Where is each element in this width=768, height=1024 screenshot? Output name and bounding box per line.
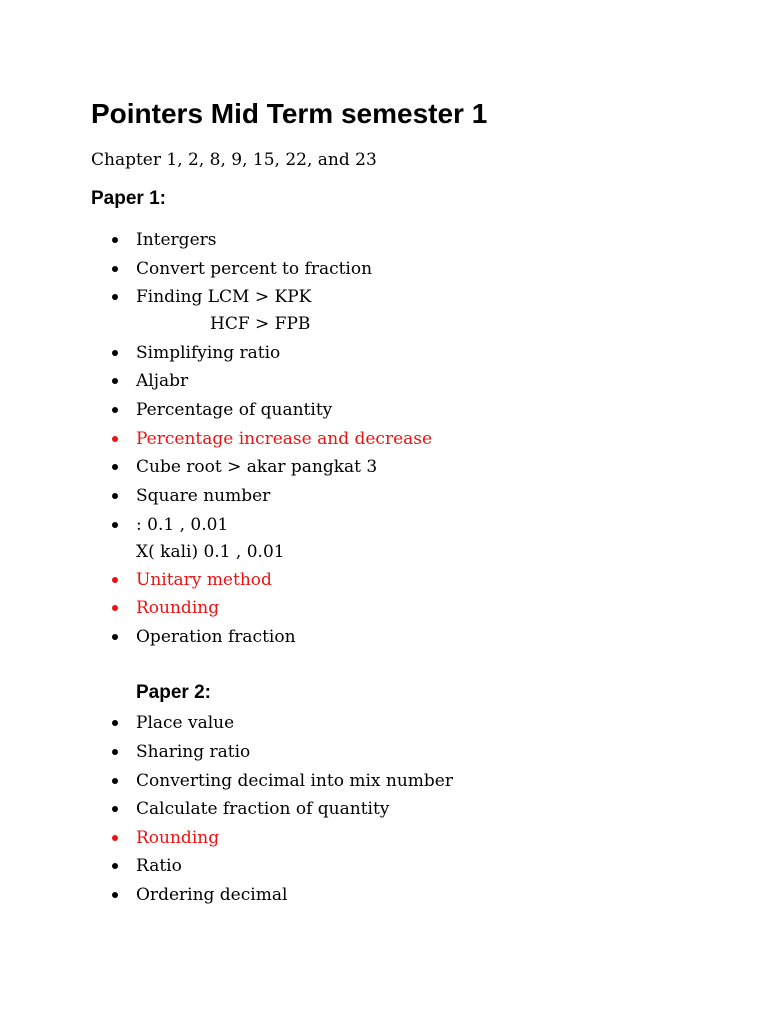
list-item-continuation: X( kali) 0.1 , 0.01	[136, 542, 285, 562]
bullet-icon	[112, 464, 118, 470]
bullet-icon	[112, 892, 118, 898]
bullet-icon	[112, 378, 118, 384]
chapter-list: Chapter 1, 2, 8, 9, 15, 22, and 23	[91, 150, 377, 170]
bullet-icon	[112, 350, 118, 356]
bullet-icon	[112, 237, 118, 243]
bullet-icon	[112, 436, 118, 442]
paper-2-heading: Paper 2:	[136, 682, 211, 703]
bullet-icon	[112, 634, 118, 640]
document-page: Pointers Mid Term semester 1 Chapter 1, 2, 8, 9, 15, 22, and 23 Paper 1: Intergers Convert percent to fraction Finding LCM > KPK HCF > FPB Simplifying ratio Aljabr Percentage of quantity Percentage increase and decrease Cube root > akar pangkat 3 Square number : 0.1 , 0.01 X( kali) 0.1 , 0.01 Unitary method Rounding Operation fraction Paper 2: Place value Sharing ratio Converting decimal into mix number Calculate fraction of quantity Rounding Ratio Ordering decimal	[91, 98, 488, 905]
bullet-icon	[112, 835, 118, 841]
bullet-icon	[112, 778, 118, 784]
paper-1-heading: Paper 1:	[91, 188, 166, 209]
page-title: Pointers Mid Term semester 1	[91, 98, 488, 129]
bullet-icon	[112, 493, 118, 499]
bullet-icon	[112, 863, 118, 869]
bullet-icon	[112, 522, 118, 528]
bullet-icon	[112, 605, 118, 611]
bullet-icon	[112, 806, 118, 812]
bullet-icon	[112, 266, 118, 272]
bullet-icon	[112, 720, 118, 726]
bullet-icon	[112, 749, 118, 755]
list-item-continuation: HCF > FPB	[210, 314, 311, 334]
bullet-icon	[112, 577, 118, 583]
bullet-icon	[112, 407, 118, 413]
bullet-icon	[112, 294, 118, 300]
